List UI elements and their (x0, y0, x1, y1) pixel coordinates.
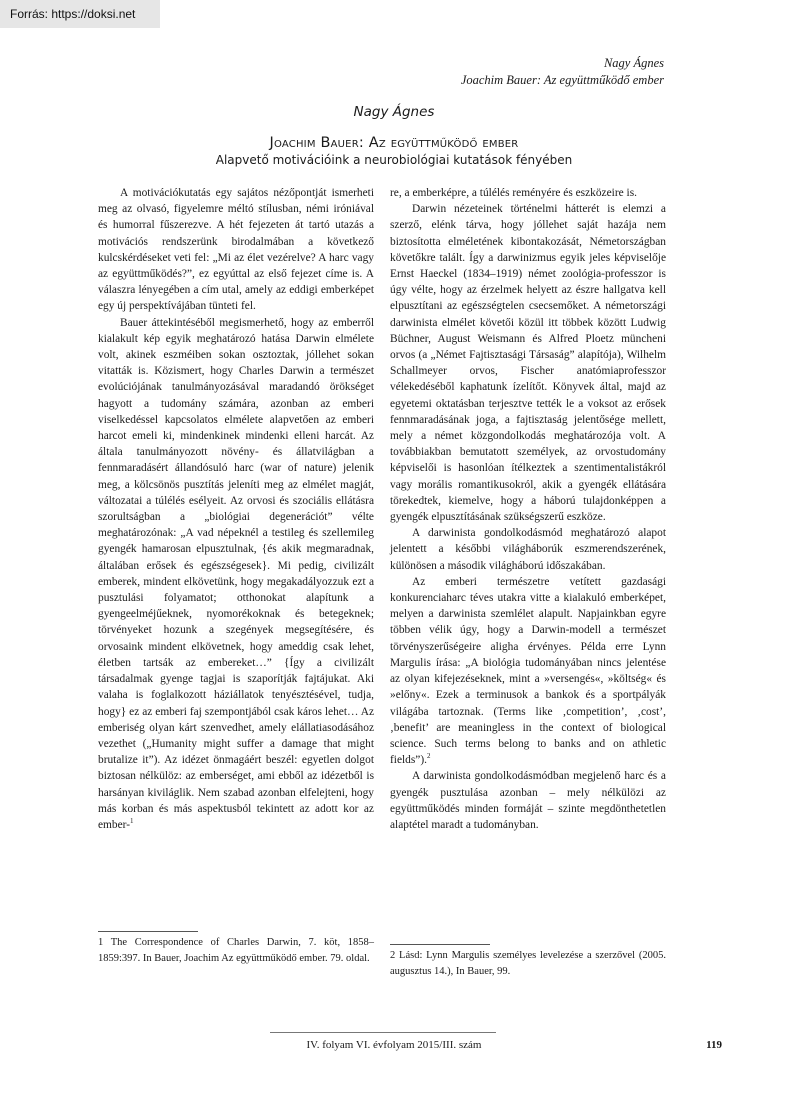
footnote-rule (390, 944, 490, 945)
page-number: 119 (706, 1039, 722, 1051)
paragraph (98, 315, 374, 834)
paragraph-text: Bauer áttekintéséből megismerhető, hogy az emberről kialakult kép egyik meghatározó hatása Darwin elmélete volt, akinek eszméiben sokan osztoztak, jóllehet sokan vitatták is. Közismert, hogy Charles Darwin a természet evolúciójának tanulmányozásával maradandó örökséget hagyott a tudomány számára, azonban az emberi viselkedéssel kapcsolatos elmélete alapvetően az emberi harcot emeli ki, mindenkinek mindenki elleni harcát. Az általa tanulmányozott növény- és állatvilágban a fennmaradásért állandósuló harc (war of nature) jelenik meg, a kölcsönös pusztítás jeleníti meg az elmélet magját, változatai a túlélés esélyeit. Az orvosi és szociális ellátásra szorultságban a „biológiai degenerációt” vélte meghatározónak: „A vad népeknél a testileg és szellemileg gyengék hamarosan elpusztulnak, {és akik megmaradnak, általában erősek és egészségesek}. Mi pedig, civilizált emberek, mindent elkövetünk, hogy megakadályozzuk ezt a pusztulási folyamatot; otthonokat alapítunk a gyengeelméjűeknek, nyomorékoknak és betegeknek; törvényeket hozunk a szegények megsegítésére, és orvosaink mindent elkövetnek, hogy ameddig csak lehet, életben tartsák az embereket…” {Így a civilizált társadalmak gyenge tagjai is szaporítják fajtájukat. Aki valaha is foglalkozott háziállatok tenyésztésével, tudja, hogy} ez az emberi faj szempontjából csak káros lehet… Az emberiség olyan kárt szenvedhet, amely elállatiasodásához vezethet („Humanity might suffer a damage that might brutalize it”). Az idézet önmagáért beszél: egyetlen dolgot biztosan nélkülöz: az emberséget, ami ebből az idézetből is harsányan kiviláglik. Nem szabad azonban elfelejteni, hogy más korban és más aspektusból tekintett az adott kor az ember- (98, 316, 374, 831)
running-head (461, 55, 664, 89)
source-label: Forrás: https://doksi.net (0, 0, 160, 28)
paragraph: A darwinista gondolkodásmódban megjelenő harc és a gyengék pusztulása azonban – mely nélkülözi az együttműködés minden formáját – szinte megdönthetetlen alaptétel maradt a tudományban. (390, 770, 666, 831)
footnote-ref: 1 (130, 817, 134, 826)
footnote-2: 2 Lásd: Lynn Margulis személyes levelezése a szerzővel (2005. augusztus 14.), In Bauer, 99. (390, 950, 666, 977)
article-author: Nagy Ágnes (353, 104, 435, 120)
footnote-rule (98, 931, 198, 932)
running-head-author: Nagy Ágnes (603, 56, 664, 70)
footnote-1: 1 The Correspondence of Charles Darwin, 7. köt, 1858–1859:397. In Bauer, Joachim Az együttműködő ember. 79. oldal. (98, 937, 374, 964)
paragraph: A darwinista gondolkodásmód meghatározó alapot jelentett a későbbi világháborúk eszmerendszerének, különösen a második világháború időszakában. (390, 527, 666, 572)
left-column (98, 185, 374, 833)
right-column (390, 185, 666, 833)
paragraph (390, 574, 666, 768)
paragraph: A motivációkutatás egy sajátos nézőpontját ismerheti meg az olvasó, figyelemre méltó stílusban, némi iróniával és humorral fűszerezve. A hét fejezeten át tartó utazás a motivációs rendszerünk birodalmában a következő kulcskérdéseket veti fel: „Mi az élet vezérelve? A harc vagy az együttműködés?”, ez egyúttal az első fejezet címe is. A válaszra lényegében a cím utal, amely az eddigi emberképet egy új perspektívájában tünteti fel. (98, 187, 374, 313)
article-title: Joachim Bauer: Az együttműködő ember (269, 135, 519, 151)
paragraph-text: Az emberi természetre vetített gazdasági konkurenciaharc téves utakra vitte a kialakuló emberképet, melyen a darwinista szemlélet alapult. Napjainkban egyre többen vélik úgy, hogy a Darwin-modell a természet törvényszerűségeire aligha érvényes. Példa erre Lynn Margulis írása: „A biológia tudományában nincs jelentése az olyan kifejezéseknek, mint a »versengés«, »költség« és »előny«. Ezek a terminusok a bankok és a sportpályák világába tartoznak. (Terms like ‚competition’, ‚cost’, ‚benefit’ are meaningless in the context of biological science. Such terms belong to banks and on athletic fields”). (390, 575, 666, 767)
article-subtitle: Alapvető motivációink a neurobiológiai kutatások fényében (215, 153, 573, 167)
footer-rule (270, 1032, 496, 1033)
paragraph: Darwin nézeteinek történelmi hátterét is elemzi a szerző, elénk tárva, hogy jóllehet saját hazája nem biztosította elméletének kibontakozását, Németországban követőkre talált. Így a darwinizmus egyik jeles képviselője Ernst Haeckel (1834–1919) német zoológia-professzor is úgy vélte, hogy az érzelmek helyett az észre hallgatva kell elpusztítani az egészségtelen csecsemőket. A németországi darwinista elmélet követői közül itt többek között Ludwig Büchner, August Weismann és Alfred Ploetz müncheni orvos (a „Német Fajtisztasági Társaság” alapítója), Wilhelm Schallmeyer orvos, Fischer anatómiaprofesszor vélekedéséből kaphatunk ízelítőt. Könyvek által, majd az egyetemi oktatásban terjesztve tették le a voksot az erősek fennmaradásának joga, a fajtisztaság jelentősége mellett, mely a német közgondolkodás meghatározója volt. A továbbiakban bemutatott személyek, az orvostudomány képviselői is hasonlóan ítélkeztek a szentimentalistákról vagy morális romantikusokról, akik a gyengék ellátására törekedtek, kiemelve, hogy a háború tulajdonképpen a gyengék elpusztításának szükségszerű eszköze. (390, 203, 666, 524)
footer-issue: IV. folyam VI. évfolyam 2015/III. szám (306, 1039, 482, 1051)
running-head-title: Joachim Bauer: Az együttműködő ember (460, 73, 664, 87)
footnote-ref: 2 (427, 752, 431, 761)
paragraph: re, a emberképre, a túlélés reményére és eszközeire is. (390, 187, 637, 199)
